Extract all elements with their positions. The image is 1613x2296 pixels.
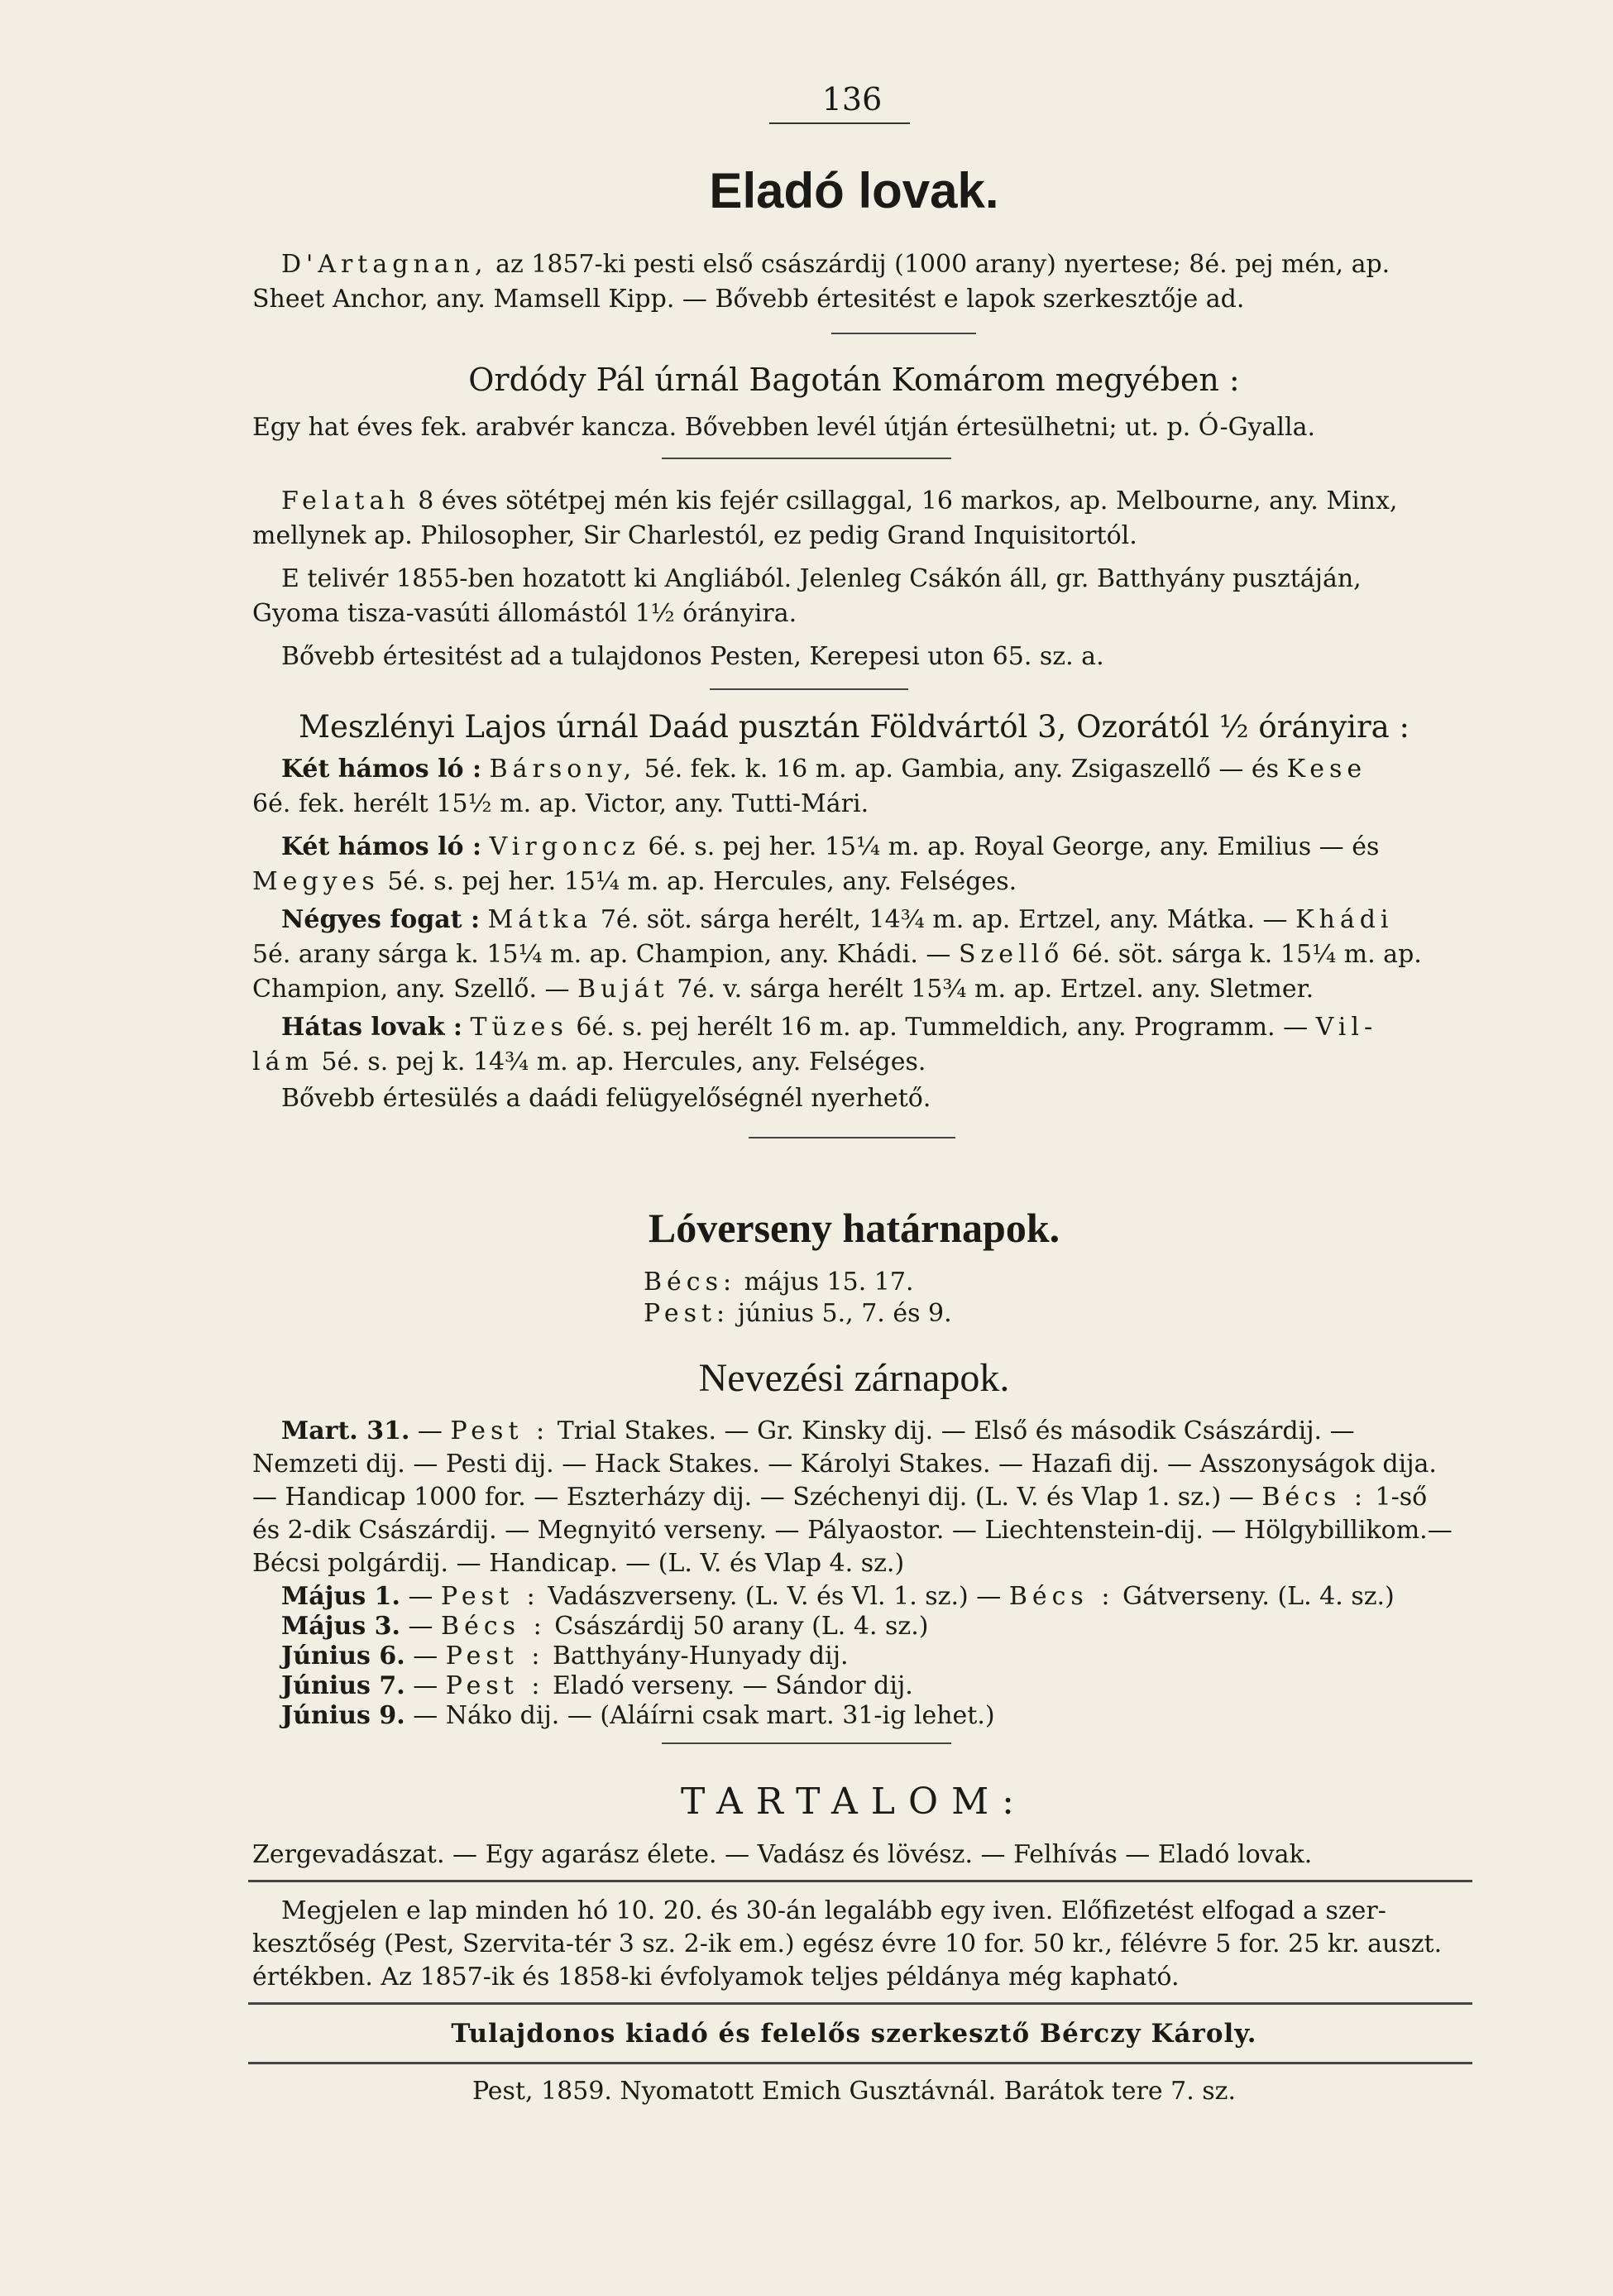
divider xyxy=(662,458,951,459)
divider xyxy=(662,1742,951,1744)
ad-meszlenyi-line2: 6é. fek. herélt 15½ m. ap. Victor, any. Tutti-Mári. xyxy=(252,789,869,818)
entries-line8: Június 6. — Pest : Batthyány-Hunyady dij. xyxy=(281,1642,849,1670)
ad-meszlenyi-line3: Két hámos ló : Virgoncz 6é. s. pej her. 15¼ m. ap. Royal George, any. Emilius — és xyxy=(281,832,1380,861)
entries-line10: Június 9. — Náko dij. — (Aláírni csak mart. 31-ig lehet.) xyxy=(281,1701,995,1730)
divider-thick xyxy=(248,2002,1472,2005)
ad-dartagnan-line2: Sheet Anchor, any. Mamsell Kipp. — Bővebb értesitést e lapok szerkesztője ad. xyxy=(252,285,1245,314)
entries-line7: Május 3. — Bécs : Császárdij 50 arany (L. 4. sz.) xyxy=(281,1612,929,1641)
divider xyxy=(831,333,976,334)
ad-meszlenyi-line6: 5é. arany sárga k. 15¼ m. ap. Champion, any. Khádi. — Szellő 6é. söt. sárga k. 15¼ m. ap. xyxy=(252,940,1422,969)
contents-title: TARTALOM: xyxy=(681,1781,1027,1823)
entries-line6: Május 1. — Pest : Vadászverseny. (L. V. és Vl. 1. sz.) — Bécs : Gátverseny. (L. 4. sz.) xyxy=(281,1582,1395,1611)
publisher-line: Tulajdonos kiadó és felelős szerkesztő Bérczy Károly. xyxy=(451,2019,1257,2049)
ad-ordody-line1: Egy hat éves fek. arabvér kancza. Bővebben levél útján értesülhetni; ut. p. Ó-Gyalla. xyxy=(252,413,1316,442)
ad-felatah-line5: Bővebb értesitést ad a tulajdonos Pesten, Kerepesi uton 65. sz. a. xyxy=(281,642,1104,671)
ad-felatah-line1: Felatah 8 éves sötétpej mén kis fejér csillaggal, 16 markos, ap. Melbourne, any. Minx, xyxy=(281,487,1398,515)
entries-line4: és 2-dik Császárdij. — Megnyitó verseny. — Pályaostor. — Liechtenstein-dij. — Hölgybillikom.— xyxy=(252,1516,1453,1545)
page-title: Eladó lovak. xyxy=(709,163,999,218)
race-day-pest: Pest: június 5., 7. és 9. xyxy=(644,1299,952,1328)
ad-ordody-heading: Ordódy Pál úrnál Bagotán Komárom megyében : xyxy=(468,362,1240,398)
ad-felatah-line4: Gyoma tisza-vasúti állomástól 1½ órányira. xyxy=(252,599,797,628)
divider-thick xyxy=(248,2062,1472,2064)
ad-felatah-line2: mellynek ap. Philosopher, Sir Charlestól, ez pedig Grand Inquisitortól. xyxy=(252,521,1137,550)
page-number: 136 xyxy=(821,81,883,117)
subscription-line1: Megjelen e lap minden hó 10. 20. és 30-án legalább egy iven. Előfizetést elfogad a szer- xyxy=(281,1896,1386,1925)
entries-line1: Mart. 31. — Pest : Trial Stakes. — Gr. Kinsky dij. — Első és második Császárdij. — xyxy=(281,1416,1355,1445)
race-day-vienna: Bécs: május 15. 17. xyxy=(644,1268,914,1297)
ad-felatah-line3: E telivér 1855-ben hozatott ki Angliából. Jelenleg Csákón áll, gr. Batthyány pusztáján, xyxy=(281,564,1362,593)
entries-title: Nevezési zárnapok. xyxy=(698,1356,1010,1400)
subscription-line2: kesztőség (Pest, Szervita-tér 3 sz. 2-ik em.) egész évre 10 for. 50 kr., félévre 5 for. 25 kr. auszt. xyxy=(252,1929,1443,1958)
ad-meszlenyi-line1: Két hámos ló : Bársony, 5é. fek. k. 16 m. ap. Gambia, any. Zsigaszellő — és Kese xyxy=(281,755,1367,784)
divider xyxy=(710,688,908,690)
imprint-line: Pest, 1859. Nyomatott Emich Gusztávnál. Barátok tere 7. sz. xyxy=(471,2077,1237,2106)
ad-meszlenyi-line8: Hátas lovak : Tüzes 6é. s. pej herélt 16 m. ap. Tummeldich, any. Programm. — Vil- xyxy=(281,1013,1378,1042)
ad-meszlenyi-line5: Négyes fogat : Mátka 7é. söt. sárga herélt, 14¾ m. ap. Ertzel, any. Mátka. — Khádi xyxy=(281,905,1394,934)
contents-line: Zergevadászat. — Egy agarász élete. — Vadász és lövész. — Felhívás — Eladó lovak. xyxy=(252,1840,1313,1869)
ad-meszlenyi-line9: lám 5é. s. pej k. 14¾ m. ap. Hercules, any. Felséges. xyxy=(252,1047,926,1076)
ad-meszlenyi-line10: Bővebb értesülés a daádi felügyelőségnél nyerhető. xyxy=(281,1084,931,1113)
divider-thick xyxy=(248,1880,1472,1882)
ad-meszlenyi-line4: Megyes 5é. s. pej her. 15¼ m. ap. Hercules, any. Felséges. xyxy=(252,867,1017,896)
entries-line9: Június 7. — Pest : Eladó verseny. — Sándor dij. xyxy=(281,1671,913,1700)
ad-meszlenyi-heading: Meszlényi Lajos úrnál Daád pusztán Földvártól 3, Ozorától ½ órányira : xyxy=(299,709,1410,745)
race-days-title: Lóverseny határnapok. xyxy=(648,1205,1060,1251)
ad-meszlenyi-line7: Champion, any. Szellő. — Buját 7é. v. sárga herélt 15¾ m. ap. Ertzel. any. Sletmer. xyxy=(252,975,1314,1004)
entries-line2: Nemzeti dij. — Pesti dij. — Hack Stakes. — Károlyi Stakes. — Hazafi dij. — Asszonyságok dija. xyxy=(252,1450,1437,1479)
ad-dartagnan-line1: D'Artagnan, az 1857-ki pesti első császárdij (1000 arany) nyertese; 8é. pej mén, ap. xyxy=(281,250,1390,279)
page-number-rule xyxy=(769,122,910,124)
entries-line3: — Handicap 1000 for. — Eszterházy dij. — Széchenyi dij. (L. V. és Vlap 1. sz.) — Bécs : 1-ső xyxy=(252,1483,1428,1512)
entries-line5: Bécsi polgárdij. — Handicap. — (L. V. és Vlap 4. sz.) xyxy=(252,1549,905,1578)
divider xyxy=(749,1137,955,1138)
subscription-line3: értékben. Az 1857-ik és 1858-ki évfolyamok teljes példánya még kapható. xyxy=(252,1963,1180,1992)
